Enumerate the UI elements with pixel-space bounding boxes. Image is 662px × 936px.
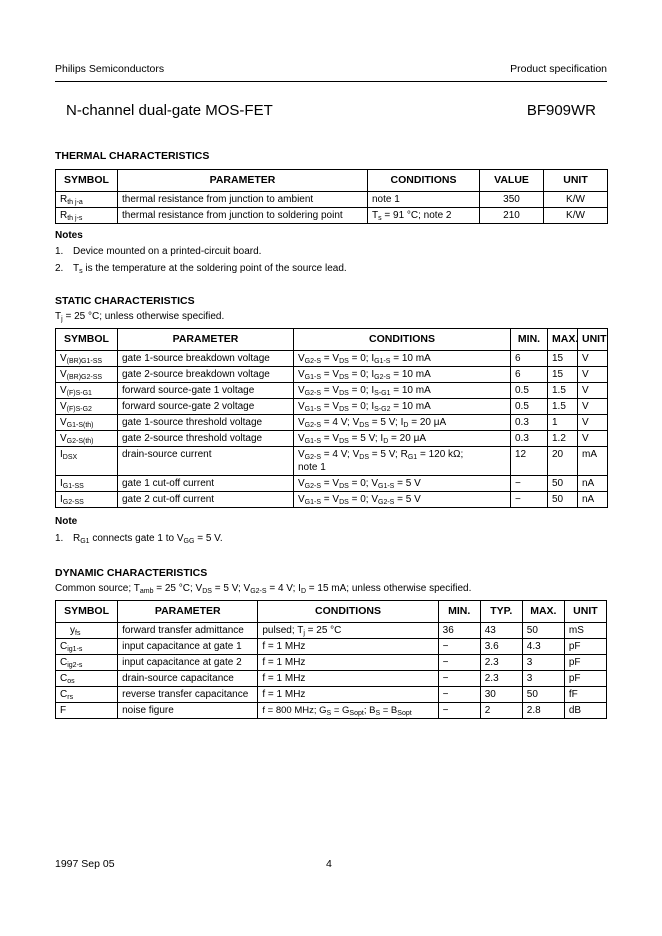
symbol-cell: $R_{th j-s}$ (56, 208, 118, 224)
conditions-cell: $T_s = 91$ °C; note 2 (368, 208, 480, 224)
min-cell: 6 (511, 351, 548, 367)
header-cell: CONDITIONS (294, 329, 511, 351)
min-cell: 6 (511, 367, 548, 383)
parameter-cell: gate 2-source breakdown voltage (118, 367, 294, 383)
table-row (56, 383, 608, 399)
table-row (56, 431, 608, 447)
typ-cell: 2 (480, 703, 522, 719)
header-cell: MAX. (522, 601, 564, 623)
parameter-cell: input capacitance at gate 2 (118, 655, 258, 671)
conditions-cell: f = 1 MHz (258, 671, 438, 687)
parameter-cell: forward source-gate 2 voltage (118, 399, 294, 415)
max-cell: 1.5 (548, 399, 578, 415)
table-row (56, 655, 607, 671)
min-cell: − (438, 671, 480, 687)
max-cell: 1.5 (548, 383, 578, 399)
conditions-cell: $V_{G1-S} = V_{DS} = 0$; $I_{G2-S} = 10$ mA (294, 367, 511, 383)
conditions-cell: $V_{G2-S} = V_{DS} = 0$; $I_{G1-S} = 10$ mA (294, 351, 511, 367)
parameter-cell: gate 2 cut-off current (118, 492, 294, 508)
symbol-cell: $C_{ig1-s}$ (56, 639, 118, 655)
note-1: 1. Device mounted on a printed-circuit board. (55, 246, 262, 257)
table-row (56, 476, 608, 492)
conditions-cell: $V_{G2-S} = 4$ V; $V_{DS} = 5$ V; $R_{G1} = 120$ kΩ; note 1 (294, 447, 511, 476)
static-section-title: STATIC CHARACTERISTICS (55, 295, 195, 307)
symbol-cell: $V_{G2-S(th)}$ (56, 431, 118, 447)
unit-cell: V (578, 383, 608, 399)
table-row (56, 208, 608, 224)
max-cell: 50 (548, 492, 578, 508)
parameter-cell: gate 1-source threshold voltage (118, 415, 294, 431)
conditions-cell: note 1 (368, 192, 480, 208)
part-number: BF909WR (526, 102, 596, 119)
header-cell: SYMBOL (56, 601, 118, 623)
table-header-row (56, 329, 608, 351)
typ-cell: 2.3 (480, 655, 522, 671)
header-cell: PARAMETER (118, 601, 258, 623)
max-cell: 50 (548, 476, 578, 492)
table-row (56, 399, 608, 415)
unit-cell: K/W (544, 192, 608, 208)
conditions-cell: $V_{G2-S} = 4$ V; $V_{DS} = 5$ V; $I_D = 20$ μA (294, 415, 511, 431)
parameter-cell: forward source-gate 1 voltage (118, 383, 294, 399)
static-conditions: $T_j = 25$ °C; unless otherwise specified. (55, 311, 225, 323)
unit-cell: dB (564, 703, 606, 719)
parameter-cell: gate 1-source breakdown voltage (118, 351, 294, 367)
symbol-cell: F (56, 703, 118, 719)
header-cell: MIN. (438, 601, 480, 623)
symbol-cell: $V_{(F)S-G1}$ (56, 383, 118, 399)
header-cell: TYP. (480, 601, 522, 623)
conditions-cell: pulsed; $T_j = 25$ °C (258, 623, 438, 639)
table-header-row (56, 601, 607, 623)
symbol-cell: $C_{ig2-s}$ (56, 655, 118, 671)
symbol-cell: $y_{fs}$ (56, 623, 118, 639)
conditions-cell: f = 1 MHz (258, 639, 438, 655)
unit-cell: V (578, 431, 608, 447)
max-cell: 15 (548, 367, 578, 383)
parameter-cell: drain-source capacitance (118, 671, 258, 687)
min-cell: 0.5 (511, 383, 548, 399)
value-cell: 210 (480, 208, 544, 224)
table-row (56, 351, 608, 367)
conditions-cell: $V_{G2-S} = V_{DS} = 0$; $I_{S-G1} = 10$ mA (294, 383, 511, 399)
footer-date: 1997 Sep 05 (55, 858, 115, 870)
note-2: 2. $T_s$ is the temperature at the soldering point of the source lead. (55, 263, 347, 275)
header-cell: UNIT (564, 601, 606, 623)
unit-cell: nA (578, 492, 608, 508)
value-cell: 350 (480, 192, 544, 208)
conditions-cell: f = 800 MHz; $G_S = G_{Sopt}$; $B_S = B_{Sopt}$ (258, 703, 438, 719)
unit-cell: mS (564, 623, 606, 639)
static-note-title: Note (55, 516, 78, 527)
unit-cell: K/W (544, 208, 608, 224)
table-row (56, 623, 607, 639)
header-cell: MIN. (511, 329, 548, 351)
header-cell: MAX. (548, 329, 578, 351)
max-cell: 1 (548, 415, 578, 431)
symbol-cell: $R_{th j-a}$ (56, 192, 118, 208)
symbol-cell: $V_{(BR)G2-SS}$ (56, 367, 118, 383)
conditions-cell: f = 1 MHz (258, 687, 438, 703)
table-row (56, 492, 608, 508)
parameter-cell: gate 1 cut-off current (118, 476, 294, 492)
min-cell: − (438, 639, 480, 655)
max-cell: 4.3 (522, 639, 564, 655)
min-cell: 0.5 (511, 399, 548, 415)
unit-cell: V (578, 367, 608, 383)
max-cell: 3 (522, 655, 564, 671)
max-cell: 15 (548, 351, 578, 367)
unit-cell: pF (564, 655, 606, 671)
table-row (56, 192, 608, 208)
parameter-cell: thermal resistance from junction to ambient (118, 192, 368, 208)
unit-cell: mA (578, 447, 608, 476)
symbol-cell: $V_{(F)S-G2}$ (56, 399, 118, 415)
table-row (56, 367, 608, 383)
max-cell: 50 (522, 623, 564, 639)
thermal-table (55, 169, 608, 224)
static-table (55, 328, 608, 508)
max-cell: 1.2 (548, 431, 578, 447)
dynamic-section-title: DYNAMIC CHARACTERISTICS (55, 567, 208, 579)
min-cell: − (511, 492, 548, 508)
unit-cell: nA (578, 476, 608, 492)
typ-cell: 30 (480, 687, 522, 703)
parameter-cell: forward transfer admittance (118, 623, 258, 639)
header-cell: PARAMETER (118, 170, 368, 192)
header-rule (55, 81, 607, 82)
min-cell: − (438, 655, 480, 671)
min-cell: 12 (511, 447, 548, 476)
max-cell: 2.8 (522, 703, 564, 719)
symbol-cell: $C_{rs}$ (56, 687, 118, 703)
conditions-cell: $V_{G1-S} = V_{DS} = 0$; $V_{G2-S} = 5$ V (294, 492, 511, 508)
unit-cell: pF (564, 671, 606, 687)
max-cell: 50 (522, 687, 564, 703)
min-cell: − (438, 703, 480, 719)
parameter-cell: noise figure (118, 703, 258, 719)
table-row (56, 703, 607, 719)
header-cell: SYMBOL (56, 329, 118, 351)
conditions-cell: $V_{G1-S} = V_{DS} = 0$; $I_{S-G2} = 10$ mA (294, 399, 511, 415)
header-cell: SYMBOL (56, 170, 118, 192)
parameter-cell: gate 2-source threshold voltage (118, 431, 294, 447)
symbol-cell: $I_{DSX}$ (56, 447, 118, 476)
min-cell: 0.3 (511, 415, 548, 431)
min-cell: − (438, 687, 480, 703)
dynamic-conditions: Common source; $T_{amb} = 25$ °C; $V_{DS} = 5$ V; $V_{G2-S} = 4$ V; $I_D = 15$ mA; unless otherwise specified. (55, 583, 472, 595)
parameter-cell: thermal resistance from junction to soldering point (118, 208, 368, 224)
table-row (56, 671, 607, 687)
typ-cell: 3.6 (480, 639, 522, 655)
symbol-cell: $C_{os}$ (56, 671, 118, 687)
header-cell: CONDITIONS (368, 170, 480, 192)
parameter-cell: input capacitance at gate 1 (118, 639, 258, 655)
static-note-1: 1. $R_{G1}$ connects gate 1 to $V_{GG} = 5$ V. (55, 533, 223, 545)
header-cell: VALUE (480, 170, 544, 192)
typ-cell: 2.3 (480, 671, 522, 687)
table-row (56, 415, 608, 431)
document-type: Product specification (510, 63, 607, 75)
unit-cell: fF (564, 687, 606, 703)
symbol-cell: $V_{(BR)G1-SS}$ (56, 351, 118, 367)
thermal-section-title: THERMAL CHARACTERISTICS (55, 150, 210, 162)
symbol-cell: $I_{G2-SS}$ (56, 492, 118, 508)
unit-cell: V (578, 415, 608, 431)
page-title: N-channel dual-gate MOS-FET (66, 102, 273, 119)
max-cell: 3 (522, 671, 564, 687)
max-cell: 20 (548, 447, 578, 476)
conditions-cell: f = 1 MHz (258, 655, 438, 671)
table-row (56, 687, 607, 703)
symbol-cell: $I_{G1-SS}$ (56, 476, 118, 492)
company-name: Philips Semiconductors (55, 63, 165, 75)
dynamic-table (55, 600, 607, 719)
header-cell: CONDITIONS (258, 601, 438, 623)
header-cell: UNIT (544, 170, 608, 192)
table-row (56, 639, 607, 655)
header-cell: PARAMETER (118, 329, 294, 351)
unit-cell: pF (564, 639, 606, 655)
conditions-cell: $V_{G2-S} = V_{DS} = 0$; $V_{G1-S} = 5$ V (294, 476, 511, 492)
parameter-cell: drain-source current (118, 447, 294, 476)
min-cell: 0.3 (511, 431, 548, 447)
typ-cell: 43 (480, 623, 522, 639)
unit-cell: V (578, 351, 608, 367)
notes-title: Notes (55, 230, 83, 241)
unit-cell: V (578, 399, 608, 415)
parameter-cell: reverse transfer capacitance (118, 687, 258, 703)
table-header-row (56, 170, 608, 192)
table-row (56, 447, 608, 476)
min-cell: 36 (438, 623, 480, 639)
min-cell: − (511, 476, 548, 492)
symbol-cell: $V_{G1-S(th)}$ (56, 415, 118, 431)
page-number: 4 (326, 858, 332, 870)
header-cell: UNIT (578, 329, 608, 351)
conditions-cell: $V_{G1-S} = V_{DS} = 5$ V; $I_D = 20$ μA (294, 431, 511, 447)
